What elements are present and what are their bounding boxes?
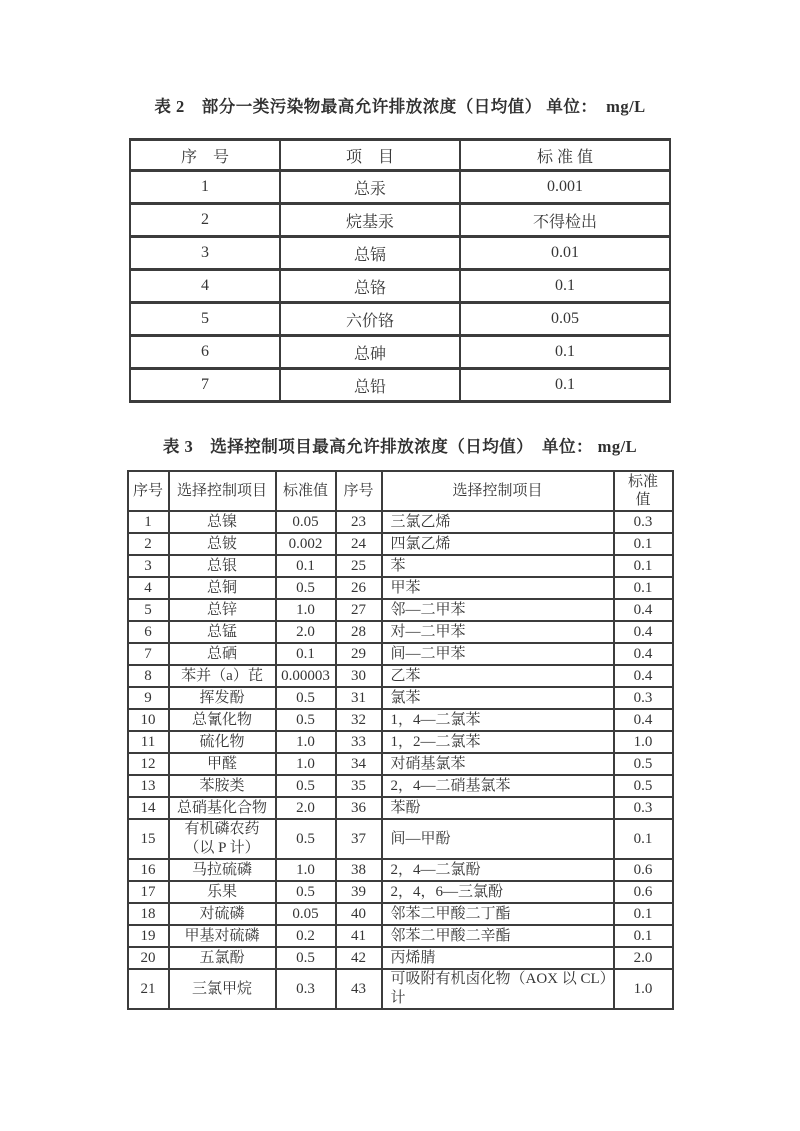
cell: 总硝基化合物 (169, 797, 276, 819)
cell: 37 (336, 819, 382, 859)
cell: 0.001 (460, 171, 670, 204)
table-row (128, 775, 673, 797)
cell: 1.0 (614, 731, 673, 753)
cell: 0.3 (614, 687, 673, 709)
table2-header (130, 140, 670, 171)
cell: 27 (336, 599, 382, 621)
cell: 26 (336, 577, 382, 599)
cell: 6 (130, 336, 280, 369)
cell: 2，4，6—三氯酚 (382, 881, 614, 903)
cell: 0.5 (276, 947, 336, 969)
cell: 总镍 (169, 511, 276, 533)
column-header: 项 目 (280, 140, 460, 171)
cell: 三氯乙烯 (382, 511, 614, 533)
cell: 2，4—二氯酚 (382, 859, 614, 881)
column-header (614, 471, 673, 511)
cell: 0.4 (614, 621, 673, 643)
cell: 烷基汞 (280, 204, 460, 237)
column-header: 序号 (336, 471, 382, 511)
cell: 苯并（a）芘 (169, 665, 276, 687)
cell: 0.4 (614, 599, 673, 621)
cell: 四氯乙烯 (382, 533, 614, 555)
column-header: 选择控制项目 (169, 471, 276, 511)
cell: 40 (336, 903, 382, 925)
header-row (128, 471, 673, 511)
cell: 30 (336, 665, 382, 687)
cell: 总铍 (169, 533, 276, 555)
cell: 21 (128, 969, 169, 1009)
table-row (128, 533, 673, 555)
table-row (128, 969, 673, 1009)
cell: 3 (130, 237, 280, 270)
cell: 5 (130, 303, 280, 336)
cell: 11 (128, 731, 169, 753)
cell: 0.1 (614, 903, 673, 925)
cell: 16 (128, 859, 169, 881)
cell: 0.4 (614, 665, 673, 687)
cell: 总汞 (280, 171, 460, 204)
cell: 36 (336, 797, 382, 819)
cell: 总氰化物 (169, 709, 276, 731)
cell: 0.002 (276, 533, 336, 555)
cell: 2.0 (276, 621, 336, 643)
cell: 甲醛 (169, 753, 276, 775)
cell: 1.0 (276, 753, 336, 775)
column-header-label: 标准值 (627, 473, 658, 508)
cell: 0.3 (614, 511, 673, 533)
cell: 苯酚 (382, 797, 614, 819)
cell: 2.0 (276, 797, 336, 819)
cell: 总硒 (169, 643, 276, 665)
cell: 0.1 (276, 555, 336, 577)
cell: 0.05 (276, 903, 336, 925)
cell: 8 (128, 665, 169, 687)
cell: 7 (130, 369, 280, 402)
cell: 2.0 (614, 947, 673, 969)
table-row (128, 797, 673, 819)
column-header: 序号 (128, 471, 169, 511)
cell: 28 (336, 621, 382, 643)
cell: 总银 (169, 555, 276, 577)
cell: 1.0 (276, 599, 336, 621)
table-row (130, 237, 670, 270)
cell: 有机磷农药（以 P 计） (169, 819, 276, 859)
cell: 对硝基氯苯 (382, 753, 614, 775)
table-row (128, 665, 673, 687)
cell: 0.6 (614, 881, 673, 903)
cell: 3 (128, 555, 169, 577)
cell: 邻苯二甲酸二辛酯 (382, 925, 614, 947)
table-row (128, 643, 673, 665)
table2 (129, 138, 671, 403)
cell: 5 (128, 599, 169, 621)
cell: 17 (128, 881, 169, 903)
cell: 0.5 (614, 775, 673, 797)
cell: 乙苯 (382, 665, 614, 687)
cell: 对—二甲苯 (382, 621, 614, 643)
cell: 0.5 (276, 709, 336, 731)
cell: 31 (336, 687, 382, 709)
cell: 4 (130, 270, 280, 303)
table-row (130, 369, 670, 402)
cell: 13 (128, 775, 169, 797)
cell: 41 (336, 925, 382, 947)
table3 (127, 470, 674, 1010)
table-row (128, 555, 673, 577)
cell: 间—二甲苯 (382, 643, 614, 665)
table3-header (128, 471, 673, 511)
cell: 0.5 (276, 775, 336, 797)
cell: 1，4—二氯苯 (382, 709, 614, 731)
cell: 0.01 (460, 237, 670, 270)
table-row (128, 599, 673, 621)
cell: 总铬 (280, 270, 460, 303)
cell: 总砷 (280, 336, 460, 369)
cell: 0.2 (276, 925, 336, 947)
cell: 0.5 (276, 577, 336, 599)
cell: 35 (336, 775, 382, 797)
cell: 10 (128, 709, 169, 731)
cell: 38 (336, 859, 382, 881)
table3-title: 表 3 选择控制项目最高允许排放浓度（日均值） 单位： mg/L (162, 437, 638, 456)
cell: 总锌 (169, 599, 276, 621)
cell: 0.1 (460, 369, 670, 402)
cell: 25 (336, 555, 382, 577)
cell: 0.1 (276, 643, 336, 665)
cell: 32 (336, 709, 382, 731)
cell: 24 (336, 533, 382, 555)
cell: 0.00003 (276, 665, 336, 687)
table3-body (128, 511, 673, 1009)
cell: 0.4 (614, 643, 673, 665)
cell: 0.1 (614, 819, 673, 859)
cell: 0.1 (614, 533, 673, 555)
cell: 0.6 (614, 859, 673, 881)
cell: 1 (130, 171, 280, 204)
cell: 五氯酚 (169, 947, 276, 969)
cell: 总镉 (280, 237, 460, 270)
table-row (130, 171, 670, 204)
cell: 氯苯 (382, 687, 614, 709)
table-row (128, 511, 673, 533)
table-row (128, 819, 673, 859)
cell: 挥发酚 (169, 687, 276, 709)
cell: 0.1 (614, 577, 673, 599)
cell: 43 (336, 969, 382, 1009)
cell: 甲苯 (382, 577, 614, 599)
table-row (130, 336, 670, 369)
cell: 1 (128, 511, 169, 533)
cell: 20 (128, 947, 169, 969)
cell: 苯 (382, 555, 614, 577)
cell: 可吸附有机卤化物（AOX 以 CL）计 (382, 969, 614, 1009)
cell: 34 (336, 753, 382, 775)
cell: 1.0 (276, 859, 336, 881)
cell: 邻—二甲苯 (382, 599, 614, 621)
cell: 0.4 (614, 709, 673, 731)
table-row (128, 753, 673, 775)
cell: 12 (128, 753, 169, 775)
cell: 0.05 (276, 511, 336, 533)
cell: 六价铬 (280, 303, 460, 336)
cell: 对硫磷 (169, 903, 276, 925)
table2-body (130, 171, 670, 402)
cell: 6 (128, 621, 169, 643)
table-row (128, 709, 673, 731)
cell: 2 (130, 204, 280, 237)
table-row (128, 947, 673, 969)
cell: 39 (336, 881, 382, 903)
column-header: 标准值 (276, 471, 336, 511)
cell: 1.0 (276, 731, 336, 753)
cell: 18 (128, 903, 169, 925)
cell: 2，4—二硝基氯苯 (382, 775, 614, 797)
cell: 0.5 (276, 687, 336, 709)
table-row (128, 687, 673, 709)
cell: 总铜 (169, 577, 276, 599)
cell: 0.1 (460, 336, 670, 369)
cell: 9 (128, 687, 169, 709)
table-row (130, 204, 670, 237)
cell: 7 (128, 643, 169, 665)
cell: 总锰 (169, 621, 276, 643)
cell: 马拉硫磷 (169, 859, 276, 881)
cell: 丙烯腈 (382, 947, 614, 969)
table-row (130, 303, 670, 336)
cell: 总铅 (280, 369, 460, 402)
cell: 42 (336, 947, 382, 969)
cell: 苯胺类 (169, 775, 276, 797)
cell: 邻苯二甲酸二丁酯 (382, 903, 614, 925)
cell: 不得检出 (460, 204, 670, 237)
cell: 0.3 (276, 969, 336, 1009)
cell: 15 (128, 819, 169, 859)
header-row (130, 140, 670, 171)
cell: 甲基对硫磷 (169, 925, 276, 947)
table-row (128, 621, 673, 643)
table2-title: 表 2 部分一类污染物最高允许排放浓度（日均值） 单位： mg/L (154, 97, 646, 116)
table-row (130, 270, 670, 303)
cell: 19 (128, 925, 169, 947)
table-row (128, 903, 673, 925)
cell: 29 (336, 643, 382, 665)
table-row (128, 731, 673, 753)
cell: 乐果 (169, 881, 276, 903)
cell: 0.5 (276, 819, 336, 859)
cell: 0.1 (460, 270, 670, 303)
table-row (128, 577, 673, 599)
cell: 23 (336, 511, 382, 533)
cell: 14 (128, 797, 169, 819)
cell: 0.3 (614, 797, 673, 819)
column-header: 选择控制项目 (382, 471, 614, 511)
cell: 33 (336, 731, 382, 753)
cell: 4 (128, 577, 169, 599)
cell: 0.1 (614, 925, 673, 947)
cell: 0.5 (614, 753, 673, 775)
table-row (128, 881, 673, 903)
cell: 1，2—二氯苯 (382, 731, 614, 753)
cell: 三氯甲烷 (169, 969, 276, 1009)
column-header: 标 准 值 (460, 140, 670, 171)
table-row (128, 859, 673, 881)
cell: 硫化物 (169, 731, 276, 753)
cell: 0.05 (460, 303, 670, 336)
cell: 0.5 (276, 881, 336, 903)
cell: 1.0 (614, 969, 673, 1009)
cell: 2 (128, 533, 169, 555)
cell: 间—甲酚 (382, 819, 614, 859)
column-header: 序 号 (130, 140, 280, 171)
cell: 0.1 (614, 555, 673, 577)
table-row (128, 925, 673, 947)
